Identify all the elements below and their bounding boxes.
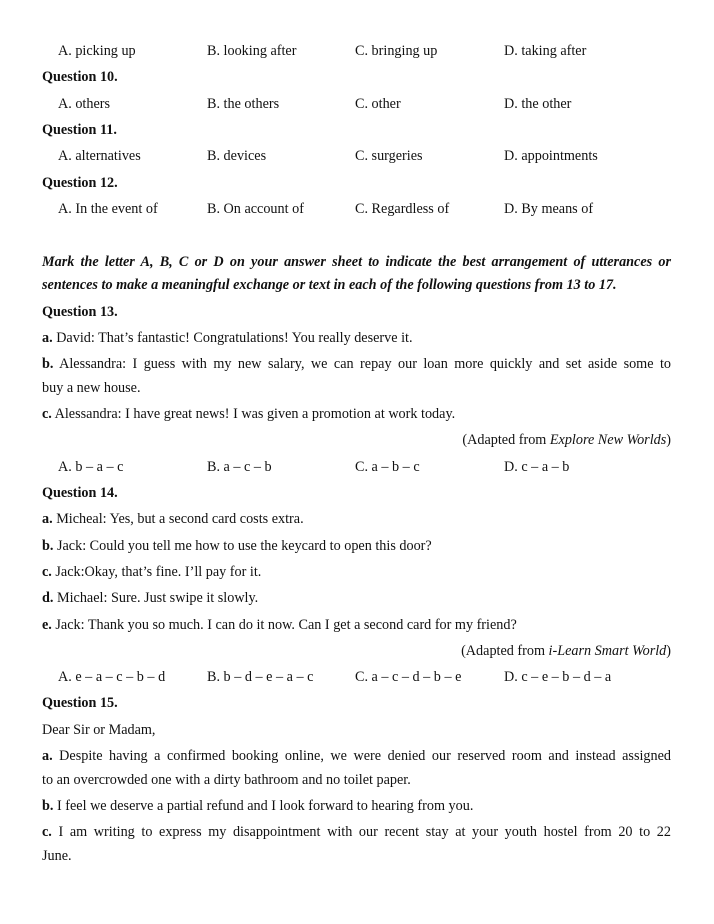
item-text: Jack:Okay, that’s fine. I’ll pay for it. — [51, 564, 262, 580]
option-b: B. devices — [207, 148, 267, 164]
option-d: D. By means of — [504, 201, 594, 217]
item-label: d. — [42, 590, 54, 606]
question-14-heading: Question 14. — [42, 485, 118, 501]
item-label: c. — [42, 824, 52, 840]
utterance-e — [42, 616, 671, 634]
option-b: B. the others — [207, 96, 280, 112]
question-10-heading: Question 10. — [42, 69, 118, 85]
utterance-b-continued: buy a new house. — [42, 380, 141, 396]
option-d: D. taking after — [504, 43, 587, 59]
option-a: A. alternatives — [58, 148, 141, 164]
option-a: A. picking up — [58, 43, 136, 59]
option-b: B. a – c – b — [207, 459, 272, 475]
option-b: B. b – d – e – a – c — [207, 669, 314, 685]
section-instruction-line-1: Mark the letter A, B, C or D on your answer sheet to indicate the best arrangement of utterances or — [42, 254, 671, 270]
source-title: Explore New Worlds — [549, 432, 667, 448]
option-a: A. In the event of — [58, 201, 158, 217]
item-label: c. — [42, 406, 52, 422]
option-d: D. the other — [504, 96, 572, 112]
option-c: C. a – b – c — [355, 459, 420, 475]
item-text: I feel we deserve a partial refund and I look forward to hearing from you. — [53, 798, 474, 814]
utterance-a — [42, 510, 671, 528]
item-label: b. — [42, 356, 54, 372]
item-text: David: That’s fantastic! Congratulations! You really deserve it. — [52, 330, 413, 346]
source-citation — [42, 642, 671, 660]
utterance-a — [42, 329, 671, 347]
option-a: A. b – a – c — [58, 459, 124, 475]
item-text: Jack: Could you tell me how to use the keycard to open this door? — [53, 538, 432, 554]
item-text: Micheal: Yes, but a second card costs extra. — [52, 511, 304, 527]
item-label: b. — [42, 798, 54, 814]
option-c: C. surgeries — [355, 148, 423, 164]
source-title: i-Learn Smart World — [548, 643, 667, 659]
option-b: B. looking after — [207, 43, 297, 59]
item-label: e. — [42, 617, 52, 633]
section-instruction-line-2: sentences to make a meaningful exchange or text in each of the following questions from 13 to 17. — [42, 277, 617, 293]
question-12-heading: Question 12. — [42, 175, 118, 191]
sentence-b — [42, 797, 671, 815]
utterance-b — [42, 537, 671, 555]
sentence-a-continued: to an overcrowded one with a dirty bathroom and no toilet paper. — [42, 772, 411, 788]
utterance-c — [42, 563, 671, 581]
item-text: Alessandra: I guess with my new salary, we can repay our loan more quickly and set aside some to — [53, 356, 671, 372]
item-label: c. — [42, 564, 52, 580]
utterance-b — [42, 355, 671, 373]
source-suffix: ) — [666, 643, 671, 659]
source-prefix: (Adapted from — [461, 643, 549, 659]
question-13-heading: Question 13. — [42, 304, 118, 320]
source-prefix: (Adapted from — [462, 432, 550, 448]
sentence-c — [42, 823, 671, 841]
sentence-c-continued: June. — [42, 848, 72, 864]
question-11-heading: Question 11. — [42, 122, 117, 138]
item-text: Michael: Sure. Just swipe it slowly. — [53, 590, 259, 606]
item-text: Jack: Thank you so much. I can do it now. Can I get a second card for my friend? — [51, 617, 517, 633]
item-label: a. — [42, 748, 53, 764]
option-c: C. Regardless of — [355, 201, 450, 217]
source-citation — [42, 431, 671, 449]
utterance-c — [42, 405, 671, 423]
item-label: a. — [42, 330, 53, 346]
option-d: D. c – e – b – d – a — [504, 669, 612, 685]
option-c: C. other — [355, 96, 401, 112]
item-text: I am writing to express my disappointment with our recent stay at your youth hostel from 20 to 22 — [51, 824, 671, 840]
option-c: C. bringing up — [355, 43, 438, 59]
option-a: A. e – a – c – b – d — [58, 669, 166, 685]
option-a: A. others — [58, 96, 111, 112]
sentence-a — [42, 747, 671, 765]
utterance-d — [42, 589, 671, 607]
letter-salutation: Dear Sir or Madam, — [42, 722, 156, 738]
option-d: D. c – a – b — [504, 459, 570, 475]
source-suffix: ) — [666, 432, 671, 448]
option-b: B. On account of — [207, 201, 304, 217]
item-text: Despite having a confirmed booking online, we were denied our reserved room and instead assigned — [52, 748, 671, 764]
item-label: b. — [42, 538, 54, 554]
option-d: D. appointments — [504, 148, 598, 164]
item-label: a. — [42, 511, 53, 527]
option-c: C. a – c – d – b – e — [355, 669, 462, 685]
item-text: Alessandra: I have great news! I was given a promotion at work today. — [51, 406, 456, 422]
question-15-heading: Question 15. — [42, 695, 118, 711]
